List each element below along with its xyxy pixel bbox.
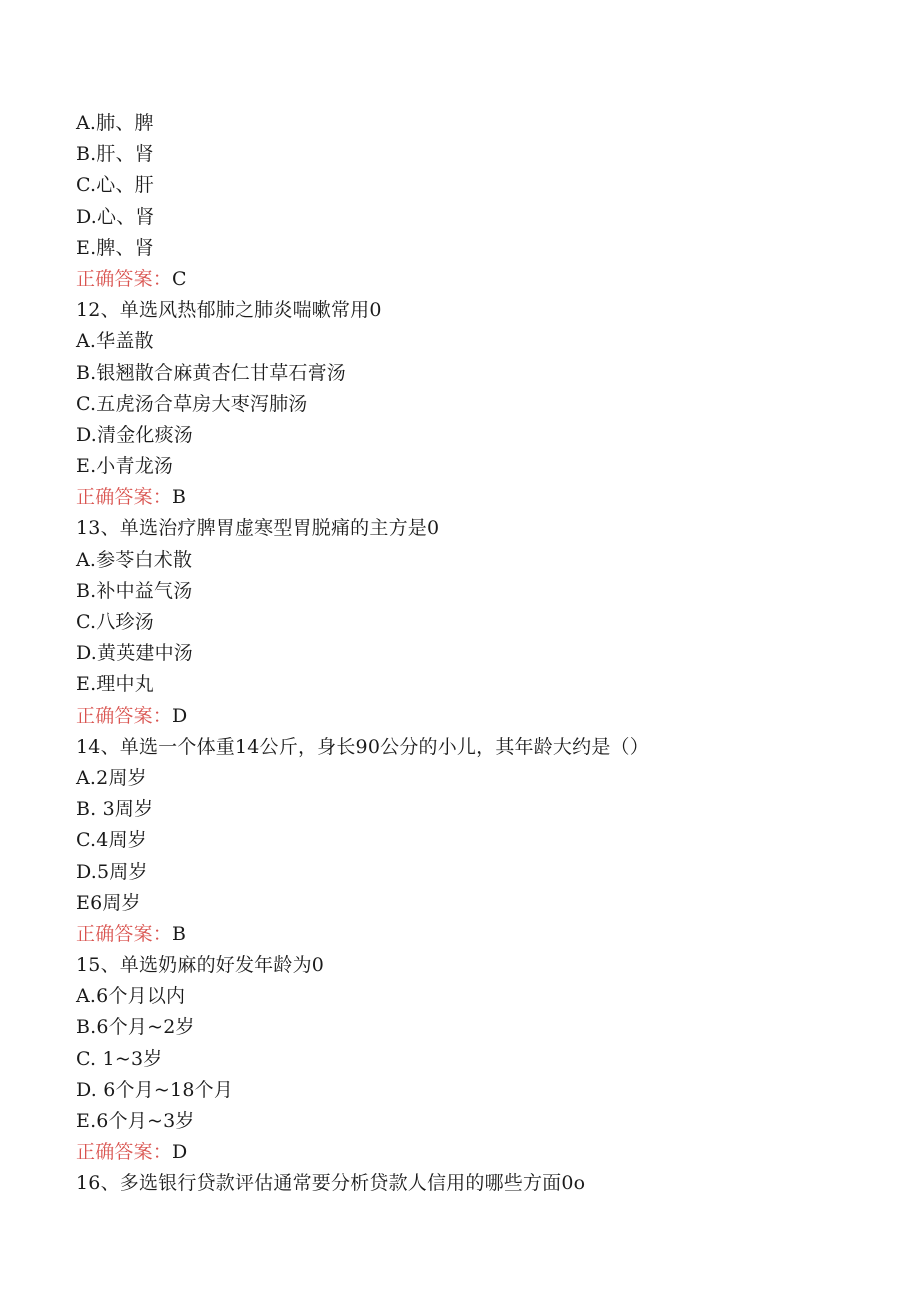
answer-option: B. 3周岁	[76, 798, 154, 821]
answer-option: B.银翘散合麻黄杏仁甘草石膏汤	[76, 361, 347, 384]
answer-option: E.6个月~3岁	[76, 1110, 195, 1132]
answer-label: 正确答案：	[76, 486, 173, 509]
answer-option: D.清金化痰汤	[76, 423, 193, 446]
answer-option: A.肺、脾	[76, 112, 154, 134]
answer-label: 正确答案：	[76, 704, 173, 727]
answer-option: B.6个月~2岁	[76, 1016, 195, 1039]
question-stem: 14、单选一个体重14公斤，身长90公分的小儿，其年龄大约是（）	[76, 735, 649, 758]
answer-option: B.肝、肾	[76, 143, 155, 166]
answer-option: A.6个月以内	[76, 985, 186, 1008]
question-stem: 12、单选风热郁肺之肺炎喘嗽常用0	[76, 299, 382, 322]
answer-value: B	[172, 922, 187, 945]
answer-option: A.参苓白术散	[76, 548, 193, 571]
answer-value: D	[172, 704, 188, 727]
answer-value: C	[172, 267, 187, 290]
answer-option: D.5周岁	[76, 860, 148, 883]
answer-line	[76, 1137, 876, 1168]
answer-option: D.心、肾	[76, 205, 155, 228]
answer-line	[76, 701, 876, 732]
answer-option: C. 1~3岁	[76, 1047, 163, 1070]
answer-option: D. 6个月~18个月	[76, 1078, 234, 1101]
answer-label: 正确答案：	[76, 1141, 173, 1164]
answer-option: E.理中丸	[76, 673, 154, 696]
answer-line	[76, 482, 876, 513]
answer-option: C.八珍汤	[76, 611, 154, 633]
answer-label: 正确答案：	[76, 922, 173, 945]
document-page	[76, 108, 876, 1200]
answer-option: A.华盖散	[76, 330, 154, 353]
answer-line	[76, 264, 876, 295]
question-stem: 15、单选奶麻的好发年龄为0	[76, 954, 325, 977]
answer-line	[76, 919, 876, 950]
answer-option: E6周岁	[76, 891, 141, 914]
question-stem: 13、单选治疗脾胃虚寒型胃脱痛的主方是0	[76, 517, 440, 540]
answer-option: A.2周岁	[76, 766, 147, 789]
answer-value: B	[172, 486, 187, 509]
answer-value: D	[172, 1141, 188, 1164]
answer-option: D.黄英建中汤	[76, 642, 193, 665]
answer-option: C.五虎汤合草房大枣泻肺汤	[76, 392, 308, 415]
answer-option: B.补中益气汤	[76, 579, 193, 602]
question-stem: 16、多选银行贷款评估通常要分析贷款人信用的哪些方面0o	[76, 1172, 586, 1195]
answer-option: C.心、肝	[76, 174, 154, 197]
answer-option: E.小青龙汤	[76, 455, 174, 478]
answer-option: E.脾、肾	[76, 236, 154, 259]
answer-label: 正确答案：	[76, 267, 173, 290]
answer-option: C.4周岁	[76, 829, 147, 852]
